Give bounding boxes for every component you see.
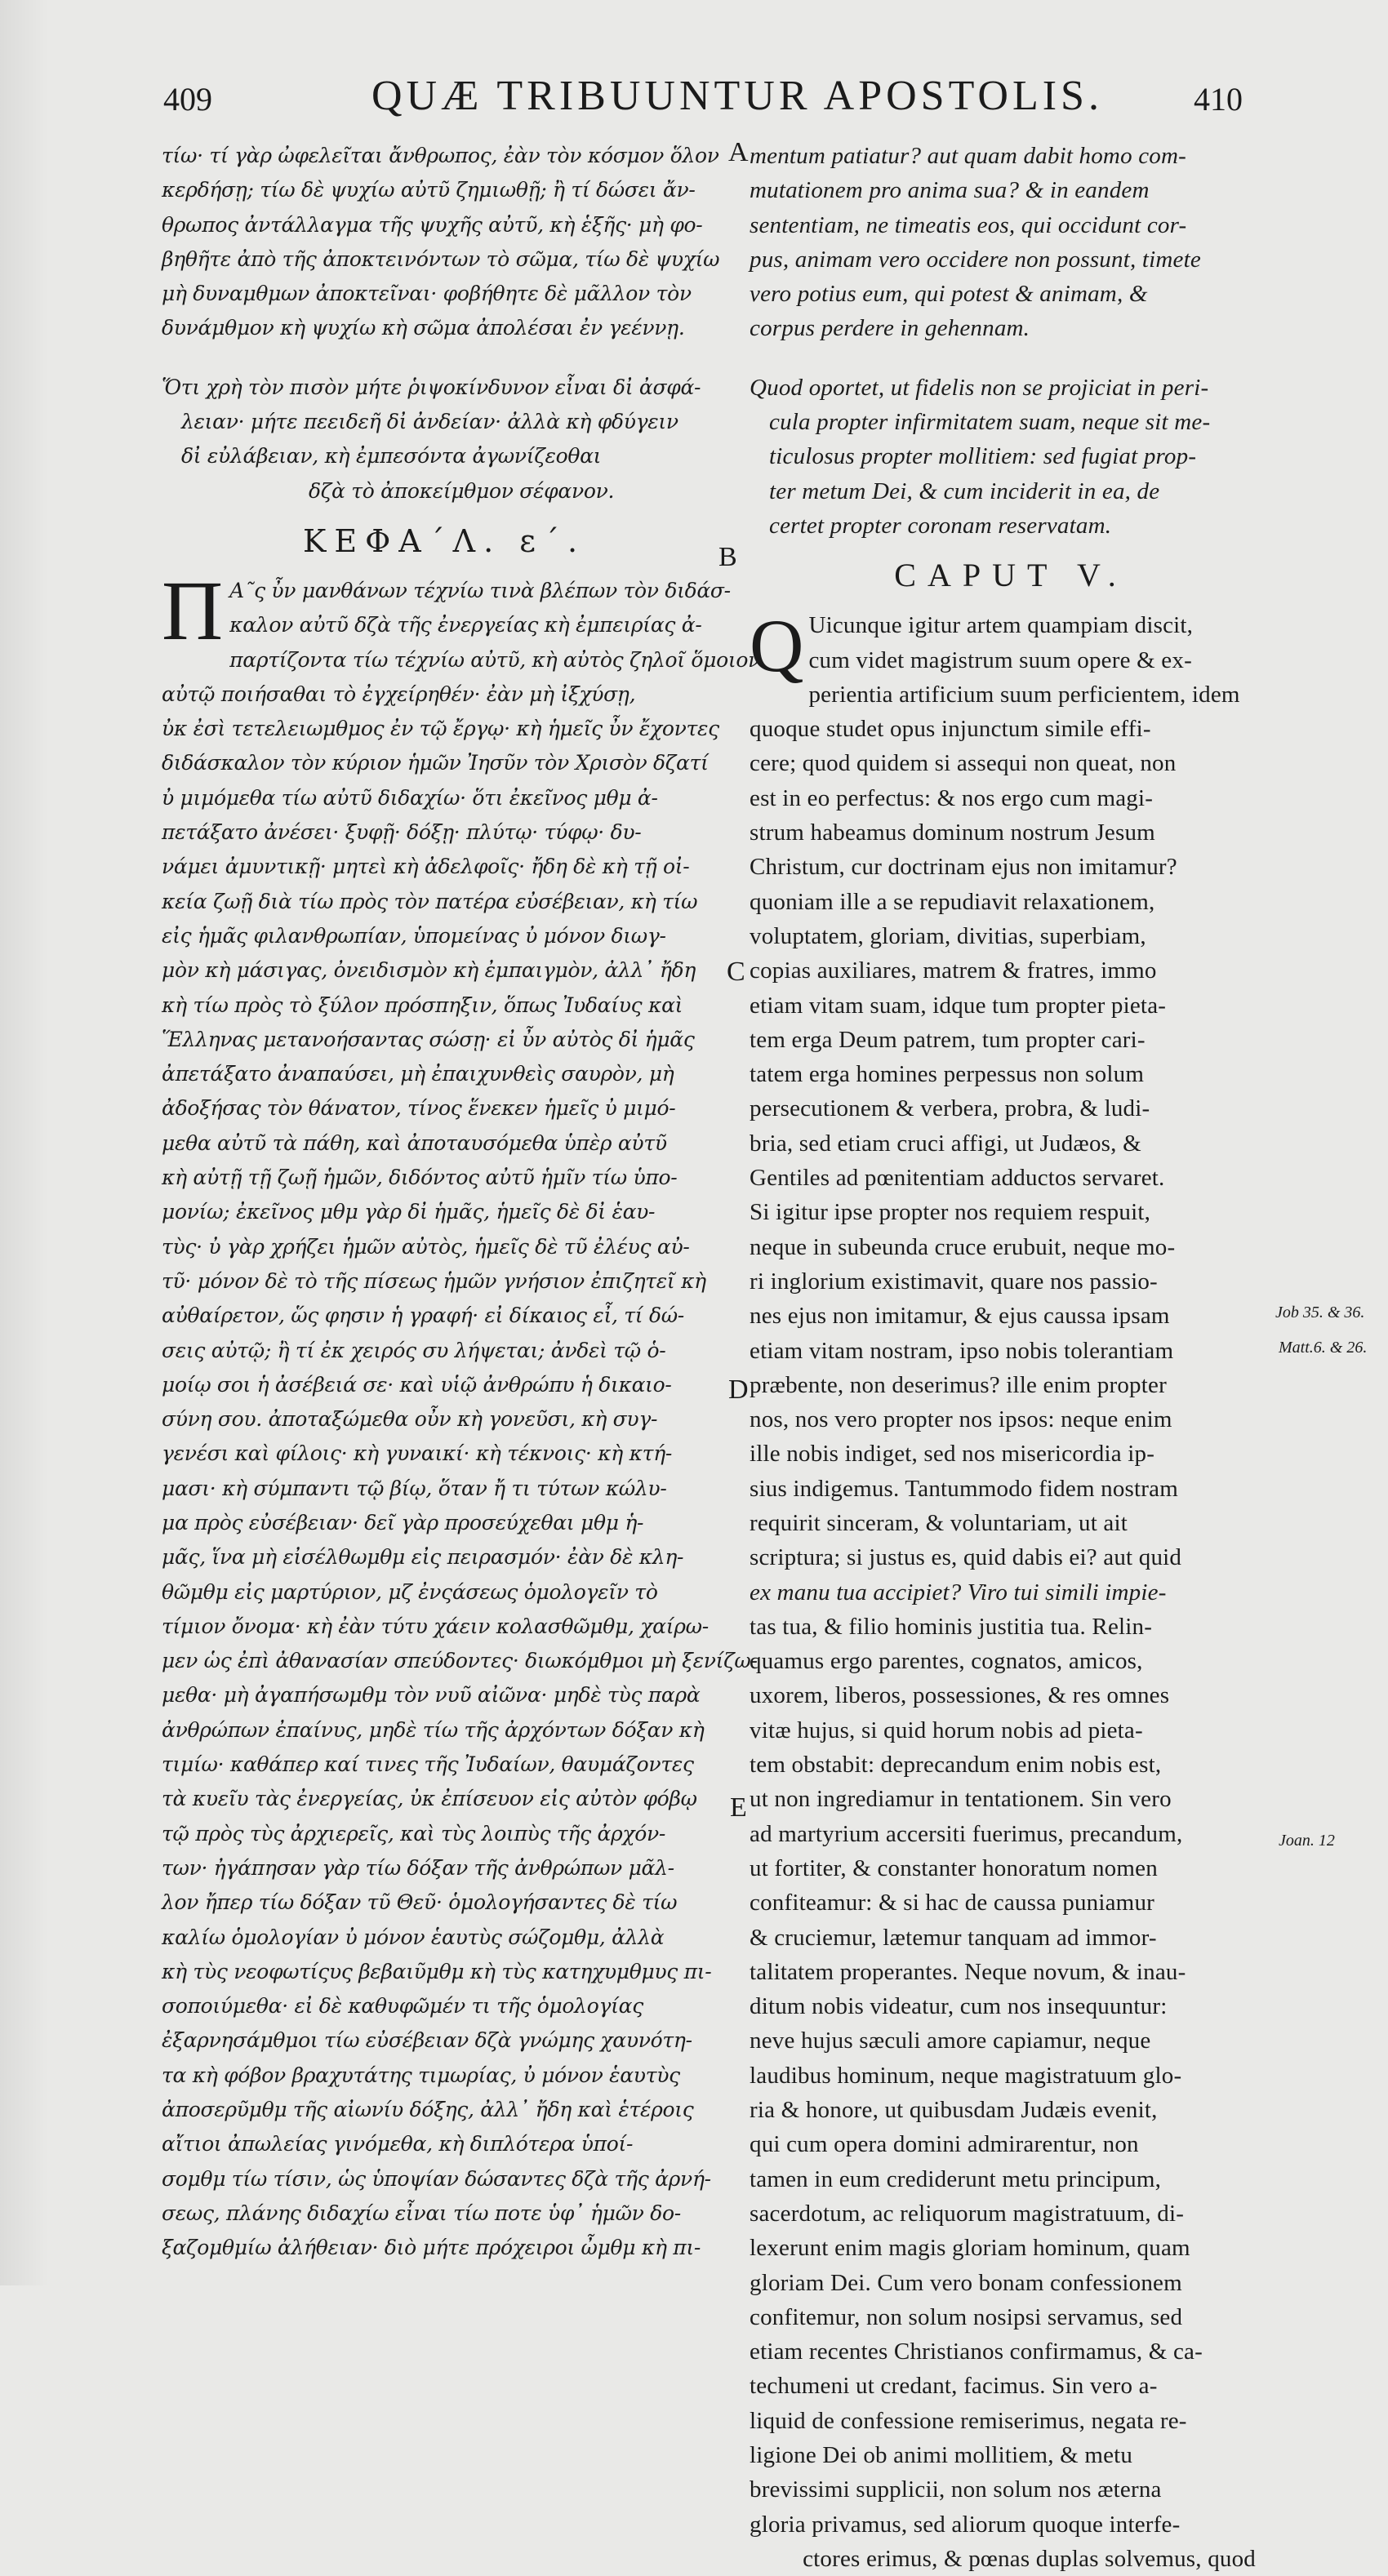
greek-line: των· ἠγάπησαν γὰρ τίω δόξαν τῆς ἀνθρώπων μᾶλ- [162, 1855, 674, 1880]
latin-line: Gentiles ad pœnitentiam adductos servaret. [750, 1165, 1165, 1192]
latin-line: ut non ingrediamur in tentationem. Sin vero [750, 1786, 1172, 1813]
latin-line: bria, sed etiam cruci affigi, ut Judæos, & [750, 1130, 1141, 1157]
latin-line: tas tua, & filio hominis justitia tua. Relin- [750, 1613, 1153, 1640]
latin-line: tem obstabit: deprecandum enim nobis est, [750, 1752, 1162, 1779]
latin-line: quoque studet opus injunctum simile effi- [750, 716, 1151, 743]
latin-line: Christum, cur doctrinam ejus non imitamur? [750, 854, 1177, 881]
latin-line: talitatem properantes. Neque novum, & inau- [750, 1958, 1186, 1985]
greek-line: μὸν κὴ μάσιγας, ὀνειδισμὸν κὴ ἐμπαιγμὸν, ἀλλ᾽ ἤδη [162, 958, 696, 983]
greek-line: Α῀ς ὖν μανθάνων τέχνίω τινὰ βλέπων τὸν διδάσ- [229, 578, 731, 602]
section-letter-b: B [718, 542, 737, 572]
binding-shadow [0, 0, 49, 2285]
latin-line: quamus ergo parentes, cognatos, amicos, [750, 1648, 1143, 1675]
latin-line: voluptatem, gloriam, divitias, superbiam, [750, 922, 1146, 949]
greek-line: μασι· κὴ σύμπαντι τῷ βίῳ, ὅταν ἤ τι τύτων κώλυ- [162, 1476, 667, 1500]
latin-line: cere; quod quidem si assequi non queat, non [750, 750, 1177, 777]
latin-line: sacerdotum, ac reliquorum magistratuum, di- [750, 2200, 1185, 2227]
greek-line: τῷ πρὸς τὺς ἀρχιερεῖς, καὶ τὺς λοιπὺς τῆς ἀρχόν- [162, 1821, 666, 1845]
latin-line: persecutionem & verbera, probra, & ludi- [750, 1095, 1150, 1122]
greek-chapter-heading: ΚΕΦΑ´Λ. ε´. [302, 522, 586, 559]
greek-line: κὴ αὐτῇ τῇ ζωῇ ἡμῶν, διδόντος αὐτῦ ἡμῖν τίω ὑπο- [162, 1166, 678, 1190]
latin-line: pus, animam vero occidere non possunt, timete [750, 246, 1201, 273]
greek-line: τίω· τί γὰρ ὠφελεῖται ἄνθρωπος, ἐὰν τὸν κόσμον ὅλον [162, 144, 719, 167]
latin-line: Si igitur ipse propter nos requiem respuit, [750, 1199, 1151, 1226]
latin-column [750, 139, 1272, 2572]
greek-line: βηθῆτε ἀπὸ τῆς ἀποκτεινόντων τὸ σῶμα, τίω δὲ ψυχίω [162, 246, 720, 271]
latin-line: neve hujus sæculi amore capiamur, neque [750, 2027, 1151, 2054]
margin-note-joan: Joan. 12 [1279, 1832, 1335, 1850]
greek-line: νάμει ἀμυντικῇ· μητεὶ κὴ ἀδελφοῖς· ἤδη δὲ κὴ τῇ οἰ- [162, 855, 690, 879]
latin-line: etiam vitam nostram, ipso nobis tolerantiam [750, 1337, 1174, 1364]
latin-line: confiteamur: & si hac de caussa puniamur [750, 1890, 1155, 1916]
greek-line: γενέσι καὶ φίλοις· κὴ γυναικί· κὴ τέκνοις· κὴ κτή- [162, 1441, 673, 1466]
latin-line: mutationem pro anima sua? & in eandem [750, 177, 1150, 204]
greek-line: κεία ζωῇ διὰ τίω πρὸς τὸν πατέρα εὐσέβειαν, κὴ τίω [162, 889, 698, 913]
latin-line: ut fortiter, & constanter honoratum nomen [750, 1854, 1158, 1881]
latin-summary [750, 371, 1272, 543]
greek-summary [162, 371, 727, 509]
greek-column [162, 139, 761, 2260]
latin-summary-line: ter metum Dei, & cum inciderit in ea, de [769, 477, 1160, 504]
greek-summary-line: λειαν· μήτε πεειδεῆ δἰ ἀνδείαν· ἀλλὰ κὴ φδύγειν [181, 410, 678, 434]
greek-line: ὐ μιμόμεθα τίω αὐτῦ διδαχίω· ὅτι ἐκεῖνος μθμ ἀ- [162, 785, 658, 810]
right-page-number: 410 [1194, 81, 1243, 118]
latin-line: ditum nobis videatur, cum nos insequuntur: [750, 1993, 1168, 2020]
greek-line: σεως, πλάνης διδαχίω εἶναι τίω ποτε ὑφ᾽ ἡμῶν δο- [162, 2201, 681, 2225]
latin-line: techumeni ut credant, facimus. Sin vero a- [750, 2373, 1158, 2400]
greek-line: ἀδοξήσας τὸν θάνατον, τίνος ἕνεκεν ἡμεῖς ὐ μιμό- [162, 1096, 676, 1121]
latin-line: mentum patiatur? aut quam dabit homo com- [750, 143, 1187, 169]
latin-line: corpus perdere in gehennam. [750, 315, 1030, 342]
latin-line: tem erga Deum patrem, tum propter cari- [750, 1026, 1146, 1053]
greek-line: Ἕλληνας μετανοήσαντας σώσῃ· εἰ ὖν αὐτὸς δἰ ἡμᾶς [162, 1027, 695, 1051]
greek-line: μεν ὡς ἐπὶ ἀθανασίαν σπεύδοντες· διωκόμθμοι μὴ ξενίζω- [162, 1649, 758, 1673]
latin-line: præbente, non deserimus? ille enim propter [750, 1371, 1167, 1398]
latin-line: & cruciemur, lætemur tanquam ad immor- [750, 1924, 1157, 1951]
greek-summary-line: δἰ εὐλάβειαν, κὴ ἐμπεσόντα ἀγωνίζεοθαι [181, 444, 602, 469]
greek-line: σομθμ τίω τίσιν, ὡς ὑποψίαν δώσαντες δζὰ τῆς ἀρνή- [162, 2166, 711, 2191]
latin-line: quoniam ille a se repudiavit relaxationem, [750, 888, 1155, 915]
section-letter-d: D [728, 1375, 749, 1405]
latin-summary-line: Quod oportet, ut fidelis non se projiciat in peri- [750, 374, 1209, 401]
latin-line: copias auxiliares, matrem & fratres, immo [750, 957, 1157, 984]
latin-line: confitemur, non solum nosipsi servamus, sed [750, 2303, 1183, 2330]
section-letter-a: A [728, 137, 749, 167]
greek-line: μὴ δυναμθμων ἀποκτεῖναι· φοβήθητε δὲ μᾶλλον τὸν [162, 282, 692, 306]
latin-line: ctores erimus, & pœnas duplas solvemus, quod [803, 2545, 1256, 2572]
latin-line: cum videt magistrum suum opere & ex- [808, 646, 1192, 673]
latin-dropcap: Q [750, 604, 804, 688]
latin-intro [750, 139, 1272, 346]
greek-dropcap: Π [162, 563, 224, 658]
greek-line: θῶμθμ εἰς μαρτύριον, μζ ἐνςάσεως ὁμολογεῖν τὸ [162, 1579, 658, 1604]
greek-line: μεθα· μὴ ἀγαπήσωμθμ τὸν νυῦ αἰῶνα· μηδὲ τὺς παρὰ [162, 1683, 701, 1708]
greek-line: διδάσκαλον τὸν κύριον ἡμῶν Ἰησῦν τὸν Χρισὸν δζατί [162, 751, 709, 775]
latin-line: nos, nos vero propter nos ipsos: neque enim [750, 1406, 1172, 1433]
greek-line: τὺς· ὐ γὰρ χρήζει ἡμῶν αὐτὸς, ἡμεῖς δὲ τῦ ἐλέυς αὐ- [162, 1234, 690, 1259]
greek-line: δυνάμθμον κὴ ψυχίω κὴ σῶμα ἀπολέσαι ἐν γεέννῃ. [162, 316, 685, 340]
latin-line: gloria privamus, sed aliorum quoque interfe- [750, 2511, 1181, 2538]
greek-line: αὐτῷ ποιήσαθαι τὸ ἐγχείρηθέν· ἐὰν μὴ ἰξχύσῃ, [162, 682, 636, 706]
greek-line: παρτίζοντα τίω τέχνίω αὐτῦ, κὴ αὐτὸς ζηλοῖ ὅμοιον [229, 647, 761, 672]
greek-line: λον ἤπερ τίω δόξαν τῦ Θεῦ· ὁμολογήσαντες δὲ τίω [162, 1890, 678, 1915]
latin-line: ex manu tua accipiet? Viro tui simili impie- [750, 1579, 1167, 1606]
margin-note-job: Job 35. & 36. [1275, 1304, 1365, 1321]
latin-line: tatem erga homines perpessus non solum [750, 1061, 1145, 1088]
latin-line: laudibus hominum, neque magistratuum glo- [750, 2062, 1182, 2089]
greek-line: τίμιον ὄνομα· κὴ ἐὰν τύτυ χάειν κολασθῶμθμ, χαίρω- [162, 1614, 709, 1638]
latin-line: Uicunque igitur artem quampiam discit, [808, 612, 1194, 639]
latin-line: scriptura; si justus es, quid dabis ei? aut quid [750, 1544, 1182, 1571]
greek-line: μονίω; ἐκεῖνος μθμ γὰρ δἰ ἡμᾶς, ἡμεῖς δὲ δἰ ἑαυ- [162, 1200, 656, 1224]
greek-line: σύνη σου. ἀποταξώμεθα οὖν κὴ γονεῦσι, κὴ συγ- [162, 1407, 658, 1432]
latin-line: requirit sinceram, & voluntariam, ut ait [750, 1509, 1128, 1536]
latin-line: vitæ hujus, si quid horum nobis ad pieta- [750, 1717, 1143, 1743]
margin-note-matt: Matt.6. & 26. [1279, 1339, 1368, 1357]
latin-line: sententiam, ne timeatis eos, qui occidunt cor- [750, 211, 1187, 238]
latin-line: neque in subeunda cruce erubuit, neque mo- [750, 1233, 1176, 1260]
latin-line: vero potius eum, qui potest & animam, & [750, 281, 1148, 308]
greek-summary-line: Ὅτι χρὴ τὸν πισὸν μήτε ῥιψοκίνδυνον εἶναι δἰ ἀσφά- [162, 375, 701, 399]
greek-line: τιμίω· καθάπερ καί τινες τῆς Ἰυδαίων, θαυμάζοντες [162, 1752, 694, 1777]
latin-line: etiam vitam suam, idque tum propter pieta- [750, 992, 1167, 1019]
greek-line: καλον αὐτῦ δζὰ τῆς ἐνεργείας κὴ ἐμπειρίας ἀ- [229, 613, 702, 637]
running-title: QUÆ TRIBUUNTUR APOSTOLIS. [371, 73, 1103, 119]
greek-line: καλίω ὁμολογίαν ὐ μόνον ἑαυτὺς σώζομθμ, ἀλλὰ [162, 1925, 665, 1949]
latin-line: ri inglorium existimavit, quare nos passio- [750, 1268, 1158, 1295]
latin-line: lexerunt enim magis gloriam hominum, quam [750, 2235, 1190, 2262]
greek-line: μεθα αὐτῦ τὰ πάθη, καὶ ἀποταυσόμεθα ὑπὲρ αὐτῦ [162, 1130, 667, 1155]
latin-line: gloriam Dei. Cum vero bonam confessionem [750, 2269, 1182, 2296]
greek-line: αὐθαίρετον, ὥς φησιν ἡ γραφή· εἰ δίκαιος εἶ, τί δώ- [162, 1304, 684, 1328]
latin-line: brevissimi supplicii, non solum nos æterna [750, 2476, 1162, 2503]
latin-line: perientia artificium suum perficientem, idem [808, 681, 1240, 708]
greek-line: τῦ· μόνον δὲ τὸ τῆς πίσεως ἡμῶν γνήσιον ἐπιζητεῖ κὴ [162, 1268, 706, 1293]
latin-line: est in eo perfectus: & nos ergo cum magi- [750, 784, 1154, 811]
greek-line: κερδήσῃ; τίω δὲ ψυχίω αὐτῦ ζημιωθῇ; ἢ τί δώσει ἄν- [162, 178, 696, 202]
latin-line: etiam recentes Christianos confirmamus, & ca- [750, 2338, 1203, 2365]
latin-line: strum habeamus dominum nostrum Jesum [750, 819, 1155, 846]
latin-line: ria & honore, ut quibusdam Judæis evenit, [750, 2097, 1158, 2124]
latin-chapter-heading: CAPUT V. [894, 557, 1128, 594]
greek-line: ὐκ ἐσὶ τετελειωμθμος ἐν τῷ ἔργῳ· κὴ ἡμεῖς ὖν ἔχοντες [162, 717, 719, 741]
greek-line: τὰ κυεῖυ τὰς ἐνεργείας, ὐκ ἐπίσευον εἰς αὐτὸν φόβῳ [162, 1787, 697, 1811]
latin-line: qui cum opera domini admirarentur, non [750, 2131, 1139, 2158]
greek-line: μα πρὸς εὐσέβειαν· δεῖ γὰρ προσεύχεθαι μθμ ἡ- [162, 1510, 644, 1534]
latin-line: ad martyrium accersiti fuerimus, precandum, [750, 1820, 1183, 1847]
greek-line: ἐξαρνησάμθμοι τίω εὐσέβειαν δζὰ γνώμης χαυνότη- [162, 2028, 692, 2053]
greek-line: αἴτιοι ἀπωλείας γινόμεθα, κὴ διπλότερα ὑποί- [162, 2132, 634, 2156]
greek-chapter-text [162, 563, 761, 2266]
greek-intro [162, 139, 727, 346]
greek-line: ἀνθρώπων ἐπαίνυς, μηδὲ τίω τῆς ἀρχόντων δόξαν κὴ [162, 1717, 705, 1742]
greek-line: θρωπος ἀντάλλαγμα τῆς ψυχῆς αὐτῦ, κὴ ἑξῆς· μὴ φο- [162, 212, 703, 237]
greek-line: μᾶς, ἵνα μὴ εἰσέλθωμθμ εἰς πειρασμόν· ἐὰν δὲ κλη- [162, 1545, 684, 1570]
greek-line: κὴ τίω πρὸς τὸ ξύλον πρόσπηξιν, ὅπως Ἰυδαίυς καὶ [162, 993, 683, 1017]
latin-line: uxorem, liberos, possessiones, & res omnes [750, 1682, 1170, 1709]
greek-line: ἀπετάξατο ἀναπαύσει, μὴ ἐπαιχυνθεὶς σαυρὸν, μὴ [162, 1062, 674, 1086]
latin-line: ligione Dei ob animi mollitiem, & metu [750, 2442, 1133, 2468]
greek-line: σοποιύμεθα· εἰ δὲ καθυφῶμέν τι τῆς ὁμολογίας [162, 1994, 643, 2019]
latin-line: tamen in eum crediderunt metu principum, [750, 2165, 1162, 2192]
greek-line: κὴ τὺς νεοφωτίςυς βεβαιῦμθμ κὴ τὺς κατηχυμθμυς πι- [162, 1959, 712, 1983]
greek-line: ξαζομθμίω ἀλήθειαν· διὸ μήτε πρόχειροι ὦμθμ κὴ πι- [162, 2236, 701, 2260]
greek-line: τα κὴ φόβον βραχυτάτης τιμωρίας, ὐ μόνον ἑαυτὺς [162, 2063, 680, 2087]
latin-line: liquid de confessione remiserimus, negata re- [750, 2407, 1187, 2434]
greek-line: σεις αὐτῷ; ἢ τί ἐκ χειρός συ λήψεται; ἀνδεὶ τῷ ὁ- [162, 1338, 666, 1362]
left-page-number: 409 [163, 81, 212, 118]
latin-summary-line: ticulosus propter mollitiem: sed fugiat prop- [769, 443, 1197, 470]
greek-line: ἀποσερῦμθμ τῆς αἰωνίυ δόξης, ἀλλ᾽ ἤδη καὶ ἑτέροις [162, 2098, 694, 2122]
greek-summary-line: δζὰ τὸ ἀποκείμθμον σέφανον. [309, 478, 615, 503]
latin-line: sius indigemus. Tantummodo fidem nostram [750, 1475, 1178, 1502]
latin-line: ille nobis indiget, sed nos misericordia ip- [750, 1441, 1155, 1468]
section-letter-c: C [727, 957, 745, 987]
greek-line: εἰς ἡμᾶς φιλανθρωπίαν, ὑπομείνας ὐ μόνον διωγ- [162, 923, 666, 948]
latin-summary-line: certet propter coronam reservatam. [769, 512, 1112, 539]
latin-chapter-text [750, 604, 1272, 2576]
greek-line: πετάξατο ἀνέσει· ξυφῇ· δόξῃ· πλύτῳ· τύφῳ· δυ- [162, 820, 642, 845]
latin-summary-line: cula propter infirmitatem suam, neque sit me- [769, 409, 1211, 436]
greek-line: μοίῳ σοι ἡ ἀσέβειά σε· καὶ υἱῷ ἀνθρώπυ ἡ δικαιο- [162, 1372, 672, 1397]
section-letter-e: E [730, 1792, 747, 1823]
latin-line: nes ejus non imitamur, & ejus caussa ipsam [750, 1303, 1170, 1330]
